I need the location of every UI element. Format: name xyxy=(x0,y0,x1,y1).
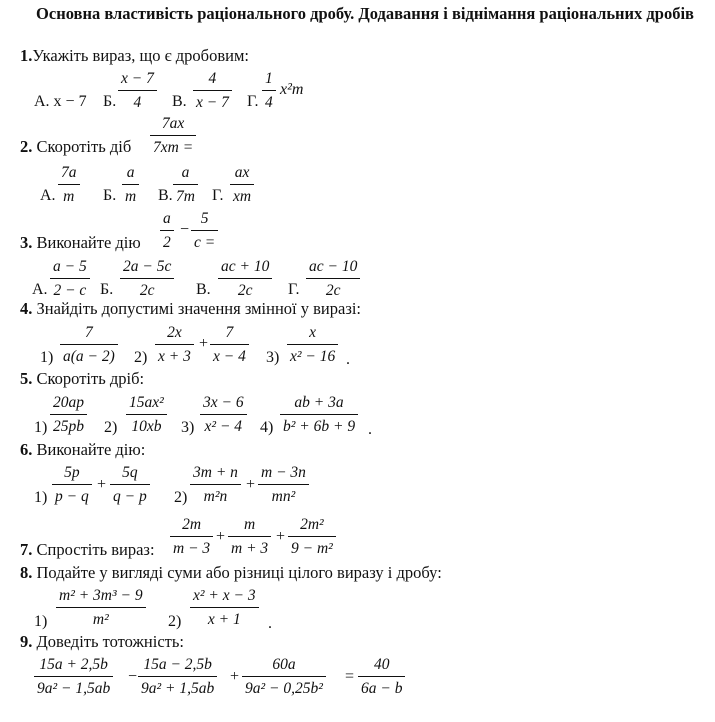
option-g-fraction xyxy=(306,256,360,301)
item-1-label: 1) xyxy=(34,613,48,630)
denominator: 4 xyxy=(265,94,273,111)
fraction-2 xyxy=(138,654,217,699)
numerator: 3x − 6 xyxy=(203,394,244,411)
numerator: 15a − 2,5b xyxy=(143,656,212,673)
numerator: a − 5 xyxy=(53,258,87,275)
question-number: 9. xyxy=(20,632,33,651)
plus-sign: + xyxy=(230,668,240,685)
denominator: a(a − 2) xyxy=(63,348,115,365)
denominator: x − 4 xyxy=(213,348,246,365)
option-g-fraction xyxy=(230,162,254,207)
numerator: a xyxy=(126,164,135,181)
option-g-label: Г. xyxy=(212,187,224,204)
numerator: ac + 10 xyxy=(221,258,270,275)
denominator: 2 − c xyxy=(53,282,87,299)
item-3-label: 3) xyxy=(266,349,280,366)
item-4-label: 4) xyxy=(260,419,274,436)
question-text: Знайдіть допустимі значення змінної у виразі: xyxy=(36,299,362,318)
option-g-tail: x²m xyxy=(280,81,304,98)
minus-sign: − xyxy=(128,668,138,685)
denominator: p − q xyxy=(55,488,89,505)
numerator: 4 xyxy=(208,70,217,87)
item-3-fraction xyxy=(200,392,247,437)
denominator: 4 xyxy=(133,94,142,111)
plus-sign: + xyxy=(246,476,256,493)
option-b-label: Б. xyxy=(103,93,117,110)
item-2-label: 2) xyxy=(174,489,188,506)
numerator: 1 xyxy=(265,70,273,87)
question-number: 5. xyxy=(20,369,33,388)
item-2-label: 2) xyxy=(104,419,118,436)
question-9 xyxy=(20,632,184,652)
item-2-fraction-1 xyxy=(190,462,241,507)
numerator: 7ax xyxy=(161,115,185,132)
item-2-fraction-2 xyxy=(258,462,309,507)
numerator: a xyxy=(163,210,171,227)
denominator: 7xm = xyxy=(153,139,194,156)
option-g-label: Г. xyxy=(288,281,300,298)
item-2-fraction-2 xyxy=(210,322,249,367)
period: . xyxy=(346,351,350,368)
option-a-fraction xyxy=(50,256,90,301)
denominator: m² xyxy=(92,611,109,628)
item-1-label: 1) xyxy=(34,419,48,436)
question-6 xyxy=(20,440,145,460)
item-2-fraction-1 xyxy=(155,322,194,367)
question-5 xyxy=(20,369,144,389)
question-text: Скоротіть дріб: xyxy=(36,369,145,388)
fraction-4 xyxy=(358,654,405,699)
question-text: Виконайте дію xyxy=(36,233,141,252)
question-1 xyxy=(20,46,249,66)
question-number: 6. xyxy=(20,440,33,459)
question-3-fraction-1 xyxy=(160,208,174,253)
option-v-label: В. xyxy=(158,187,173,204)
option-a-label: А. xyxy=(40,187,56,204)
question-7 xyxy=(20,540,155,560)
numerator: ab + 3a xyxy=(294,394,344,411)
denominator: 2c xyxy=(237,282,253,299)
numerator: 15a + 2,5b xyxy=(39,656,108,673)
option-b-label: Б. xyxy=(100,281,114,298)
numerator: ac − 10 xyxy=(309,258,358,275)
question-number: 1. xyxy=(20,46,33,65)
option-v-fraction xyxy=(173,162,198,207)
denominator: m + 3 xyxy=(231,540,269,557)
denominator: 2 xyxy=(163,234,171,251)
plus-sign: + xyxy=(216,528,226,545)
item-2-label: 2) xyxy=(168,613,182,630)
option-v-label: В. xyxy=(172,93,187,110)
numerator: 20ap xyxy=(53,394,84,411)
question-number: 3. xyxy=(20,233,33,252)
option-a-fraction xyxy=(58,162,80,207)
minus-sign: − xyxy=(180,221,190,238)
denominator: x + 3 xyxy=(158,348,191,365)
denominator: m xyxy=(125,188,137,205)
option-v-label: В. xyxy=(196,281,211,298)
item-2-fraction xyxy=(190,585,259,630)
numerator: ax xyxy=(234,164,250,181)
denominator: 9a² − 1,5ab xyxy=(37,680,111,697)
question-8 xyxy=(20,563,442,583)
option-g-label: Г. xyxy=(247,93,259,110)
question-text: Виконайте дію: xyxy=(36,440,146,459)
page-title: Основна властивість раціонального дробу. Додавання і віднімання раціональних дробів xyxy=(36,4,694,23)
numerator: 3m + n xyxy=(193,464,238,481)
denominator: 25pb xyxy=(53,418,84,435)
denominator: m xyxy=(63,188,75,205)
fraction-3 xyxy=(288,514,336,559)
numerator: 2a − 5c xyxy=(123,258,172,275)
numerator: 2m² xyxy=(300,516,324,533)
denominator: m²n xyxy=(203,488,228,505)
numerator: 7a xyxy=(61,164,77,181)
denominator: x + 1 xyxy=(207,611,241,628)
item-3-label: 3) xyxy=(181,419,195,436)
numerator: x − 7 xyxy=(121,70,154,87)
fraction-1 xyxy=(34,654,113,699)
question-text: Спростіть вираз: xyxy=(36,540,155,559)
question-2 xyxy=(20,137,131,157)
denominator: 6a − b xyxy=(361,680,403,697)
item-1-label: 1) xyxy=(34,489,48,506)
denominator: x − 7 xyxy=(196,94,229,111)
numerator: 5p xyxy=(64,464,80,481)
item-1-label: 1) xyxy=(40,349,54,366)
denominator: c = xyxy=(194,234,216,251)
fraction-2 xyxy=(228,514,271,559)
item-1-fraction-1 xyxy=(52,462,92,507)
option-a: А. х − 7 xyxy=(34,93,87,110)
plus-sign: + xyxy=(97,476,107,493)
item-2-fraction xyxy=(126,392,167,437)
denominator: 10xb xyxy=(131,418,162,435)
numerator: 5 xyxy=(200,210,209,227)
numerator: m xyxy=(243,516,256,533)
option-a-label: А. xyxy=(32,281,48,298)
option-v-fraction xyxy=(218,256,272,301)
denominator: 2c xyxy=(325,282,341,299)
option-g-fraction xyxy=(262,68,276,113)
item-1-fraction xyxy=(60,322,118,367)
numerator: 15ax² xyxy=(129,394,164,411)
option-b-fraction xyxy=(118,68,157,113)
question-number: 7. xyxy=(20,540,33,559)
numerator: x xyxy=(309,324,317,341)
numerator: 7 xyxy=(225,324,234,341)
denominator: 7m xyxy=(176,188,195,205)
denominator: 2c xyxy=(139,282,155,299)
denominator: 9a² + 1,5ab xyxy=(141,680,215,697)
item-1-fraction-2 xyxy=(110,462,150,507)
item-2-label: 2) xyxy=(134,349,148,366)
numerator: m − 3n xyxy=(261,464,306,481)
denominator: x² − 4 xyxy=(204,418,243,435)
option-b-fraction xyxy=(120,256,174,301)
question-number: 4. xyxy=(20,299,33,318)
numerator: 5q xyxy=(122,464,138,481)
period: . xyxy=(368,421,372,438)
plus-sign: + xyxy=(199,335,209,352)
question-text: Доведіть тотожність: xyxy=(36,632,184,651)
numerator: a xyxy=(181,164,190,181)
numerator: 2x xyxy=(167,324,182,341)
denominator: 9 − m² xyxy=(291,540,333,557)
numerator: 60a xyxy=(272,656,296,673)
plus-sign: + xyxy=(276,528,286,545)
equals-sign: = xyxy=(345,668,355,685)
question-text: Подайте у вигляді суми або різниці цілого виразу і дробу: xyxy=(36,563,442,582)
numerator: 7 xyxy=(85,324,93,341)
numerator: 40 xyxy=(373,656,390,673)
period: . xyxy=(268,615,272,632)
numerator: 2m xyxy=(182,516,202,533)
numerator: x² + x − 3 xyxy=(193,587,256,604)
denominator: b² + 6b + 9 xyxy=(283,418,356,435)
numerator: m² + 3m³ − 9 xyxy=(59,587,143,604)
question-text: Скоротіть діб xyxy=(36,137,132,156)
question-2-fraction xyxy=(150,113,196,158)
item-1-fraction xyxy=(56,585,146,630)
option-v-fraction xyxy=(193,68,232,113)
item-1-fraction xyxy=(50,392,87,437)
option-b-fraction xyxy=(122,162,139,207)
denominator: x² − 16 xyxy=(290,348,336,365)
denominator: mn² xyxy=(271,488,296,505)
denominator: xm xyxy=(233,188,252,205)
question-3 xyxy=(20,233,141,253)
question-3-fraction-2 xyxy=(191,208,218,253)
question-number: 2. xyxy=(20,137,33,156)
denominator: q − p xyxy=(113,488,147,505)
question-text: Укажіть вираз, що є дробовим: xyxy=(32,46,249,65)
option-b-label: Б. xyxy=(103,187,117,204)
denominator: 9a² − 0,25b² xyxy=(245,680,323,697)
item-3-fraction xyxy=(287,322,338,367)
denominator: m − 3 xyxy=(173,540,211,557)
fraction-3 xyxy=(242,654,326,699)
question-number: 8. xyxy=(20,563,33,582)
question-4 xyxy=(20,299,361,319)
fraction-1 xyxy=(170,514,213,559)
item-4-fraction xyxy=(280,392,358,437)
